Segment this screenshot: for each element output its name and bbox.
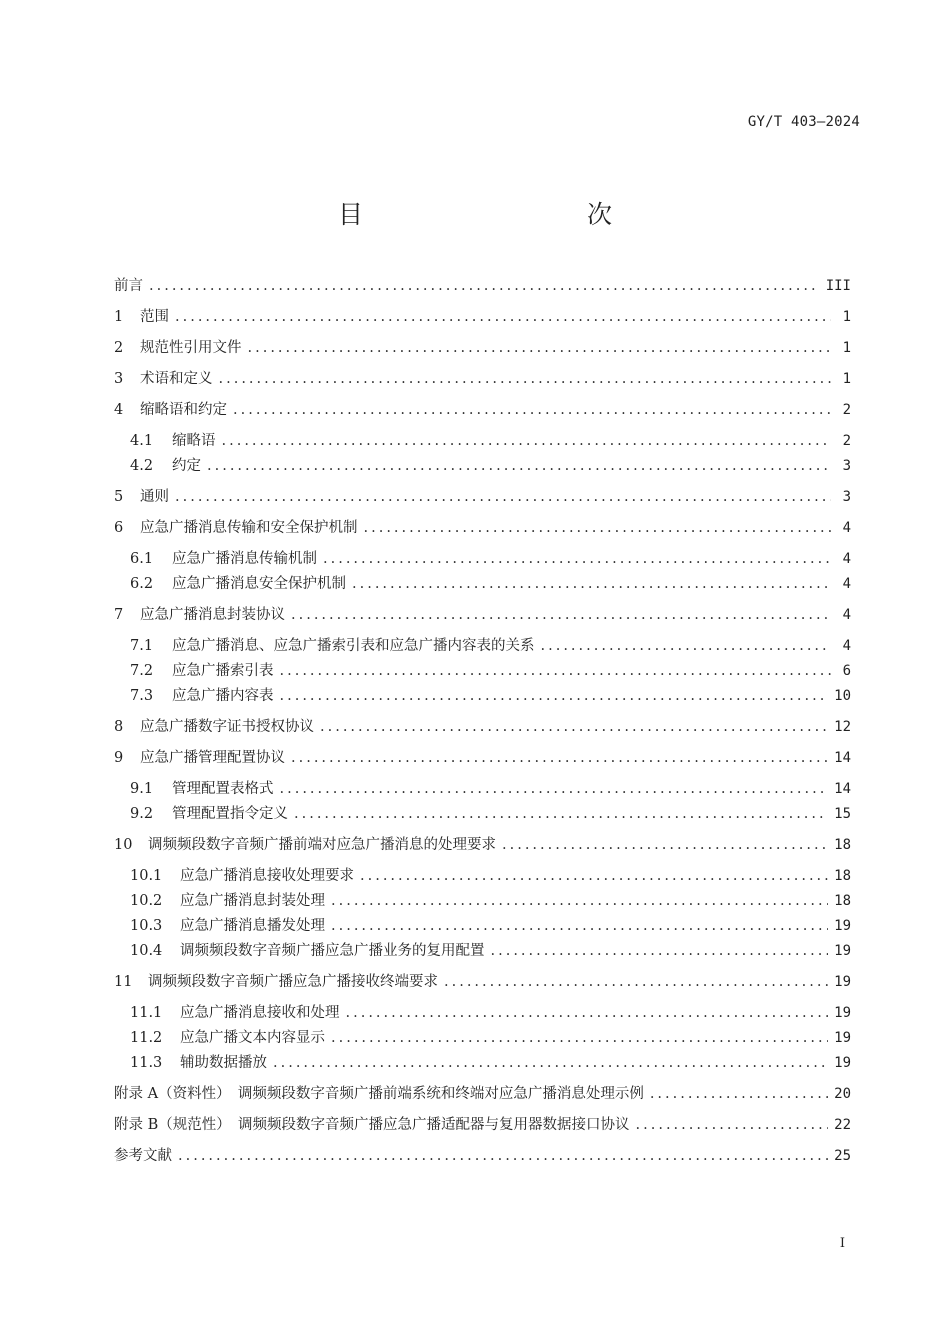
toc-entry-page: 1 <box>842 309 851 325</box>
toc-entry-label: 应急广播消息接收处理要求 <box>180 868 354 884</box>
toc-entry-label: 应急广播消息传输和安全保护机制 <box>140 520 358 536</box>
toc-entry-label: 通则 <box>140 489 169 505</box>
toc-entry-page: 4 <box>842 520 851 536</box>
toc-leader-dots <box>222 430 832 452</box>
document-number: GY/T 403—2024 <box>747 114 860 130</box>
toc-entry-page: 14 <box>834 750 851 766</box>
toc-entry-number: 9.1 <box>130 781 154 797</box>
toc-entry-label: 前言 <box>114 278 143 294</box>
toc-entry-page: 1 <box>842 371 851 387</box>
toc-entry-page: 14 <box>834 781 851 797</box>
toc-entry-label: 应急广播消息封装协议 <box>140 607 285 623</box>
toc-entry-label: 缩略语和约定 <box>140 402 227 418</box>
toc-entry-number: 10 <box>114 837 133 853</box>
toc-entry-number: 7.3 <box>130 688 154 704</box>
toc-entry-3[interactable] <box>114 368 851 390</box>
toc-entry-4-2[interactable] <box>130 455 851 477</box>
toc-entry-7-1[interactable] <box>130 635 851 657</box>
toc-leader-dots <box>280 660 832 682</box>
toc-entry-label: 附录 B（规范性） 调频频段数字音频广播应急广播适配器与复用器数据接口协议 <box>114 1117 630 1133</box>
toc-entry-page: 2 <box>842 433 851 449</box>
toc-entry-page: 18 <box>834 837 851 853</box>
toc-entry-11-1[interactable] <box>130 1002 851 1024</box>
toc-entry-4[interactable] <box>114 399 851 421</box>
toc-leader-dots <box>444 971 828 993</box>
toc-entry-9-2[interactable] <box>130 803 851 825</box>
toc-entry-number: 7 <box>114 607 124 623</box>
toc-entry-page: 22 <box>834 1117 851 1133</box>
toc-entry-page: 4 <box>842 638 851 654</box>
toc-entry-number: 1 <box>114 309 124 325</box>
toc-leader-dots <box>175 486 831 508</box>
toc-entry-label: 调频频段数字音频广播应急广播接收终端要求 <box>148 974 438 990</box>
toc-entry-number: 7.1 <box>130 638 154 654</box>
toc-entry-7-2[interactable] <box>130 660 851 682</box>
toc-entry-label: 规范性引用文件 <box>140 340 242 356</box>
toc-entry-number: 11.3 <box>130 1055 163 1071</box>
toc-entry-number: 3 <box>114 371 124 387</box>
toc-entry-number: 11 <box>114 974 133 990</box>
toc-entry-10-2[interactable] <box>130 890 851 912</box>
toc-entry-number: 5 <box>114 489 124 505</box>
toc-entry-6-2[interactable] <box>130 573 851 595</box>
toc-entry-8[interactable] <box>114 716 851 738</box>
toc-entry-10-1[interactable] <box>130 865 851 887</box>
toc-entry-label: 管理配置表格式 <box>172 781 274 797</box>
toc-leader-dots <box>294 803 828 825</box>
toc-entry-label: 应急广播数字证书授权协议 <box>140 719 314 735</box>
toc-entry-page: 19 <box>834 943 851 959</box>
toc-entry-number: 7.2 <box>130 663 154 679</box>
toc-entry-page: 15 <box>834 806 851 822</box>
toc-entry-label: 应急广播消息封装处理 <box>180 893 325 909</box>
toc-entry-foreword[interactable] <box>114 275 851 297</box>
toc-entry-label: 应急广播消息播发处理 <box>180 918 325 934</box>
toc-entry-9-1[interactable] <box>130 778 851 800</box>
toc-leader-dots <box>320 716 828 738</box>
toc-entry-page: 12 <box>834 719 851 735</box>
toc-entry-number: 4.1 <box>130 433 154 449</box>
toc-entry-label: 参考文献 <box>114 1148 172 1164</box>
toc-entry-7-3[interactable] <box>130 685 851 707</box>
toc-leader-dots <box>352 573 831 595</box>
toc-entry-label: 应急广播管理配置协议 <box>140 750 285 766</box>
toc-entry-page: 4 <box>842 576 851 592</box>
toc-entry-page: 19 <box>834 1055 851 1071</box>
toc-leader-dots <box>149 275 820 297</box>
toc-entry-page: 18 <box>834 893 851 909</box>
toc-leader-dots <box>360 865 828 887</box>
toc-entry-number: 6.2 <box>130 576 154 592</box>
toc-leader-dots <box>291 747 828 769</box>
toc-entry-9[interactable] <box>114 747 851 769</box>
toc-entry-page: 19 <box>834 918 851 934</box>
toc-entry-page: 19 <box>834 1005 851 1021</box>
toc-entry-page: 4 <box>842 551 851 567</box>
toc-entry-page: III <box>825 278 851 294</box>
toc-entry-number: 10.4 <box>130 943 163 959</box>
toc-entry-number: 11.1 <box>130 1005 163 1021</box>
toc-entry-annex-b[interactable] <box>114 1114 851 1136</box>
toc-entry-label: 应急广播消息、应急广播索引表和应急广播内容表的关系 <box>172 638 535 654</box>
toc-entry-page: 6 <box>842 663 851 679</box>
toc-entry-page: 25 <box>834 1148 851 1164</box>
toc-entry-number: 10.2 <box>130 893 163 909</box>
toc-entry-label: 应急广播索引表 <box>172 663 274 679</box>
toc-entry-11-3[interactable] <box>130 1052 851 1074</box>
toc-entry-11[interactable] <box>114 971 851 993</box>
toc-leader-dots <box>331 915 828 937</box>
toc-entry-annex-a[interactable] <box>114 1083 851 1105</box>
toc-entry-6-1[interactable] <box>130 548 851 570</box>
toc-entry-label: 应急广播文本内容显示 <box>180 1030 325 1046</box>
toc-entry-number: 4 <box>114 402 124 418</box>
toc-entry-4-1[interactable] <box>130 430 851 452</box>
toc-entry-page: 10 <box>834 688 851 704</box>
toc-entry-page: 19 <box>834 974 851 990</box>
toc-entry-page: 20 <box>834 1086 851 1102</box>
toc-leader-dots <box>491 940 829 962</box>
toc-leader-dots <box>364 517 832 539</box>
toc-leader-dots <box>280 778 829 800</box>
toc-leader-dots <box>541 635 832 657</box>
toc-entry-label: 应急广播消息传输机制 <box>172 551 317 567</box>
toc-entry-number: 6 <box>114 520 124 536</box>
toc-entry-number: 2 <box>114 340 124 356</box>
toc-leader-dots <box>331 1027 828 1049</box>
toc-entry-1[interactable] <box>114 306 851 328</box>
toc-leader-dots <box>323 548 831 570</box>
toc-entry-label: 应急广播消息安全保护机制 <box>172 576 346 592</box>
toc-leader-dots <box>331 890 828 912</box>
toc-leader-dots <box>346 1002 829 1024</box>
toc-entry-page: 18 <box>834 868 851 884</box>
toc-entry-10-4[interactable] <box>130 940 851 962</box>
toc-title: 目 次 <box>337 200 670 229</box>
toc-leader-dots <box>178 1145 828 1167</box>
toc-entry-number: 10.1 <box>130 868 163 884</box>
toc-entry-number: 4.2 <box>130 458 154 474</box>
toc-entry-6[interactable] <box>114 517 851 539</box>
toc-entry-label: 约定 <box>172 458 201 474</box>
toc-leader-dots <box>650 1083 828 1105</box>
toc-entry-number: 9 <box>114 750 124 766</box>
toc-entry-10-3[interactable] <box>130 915 851 937</box>
toc-entry-number: 11.2 <box>130 1030 163 1046</box>
toc-entry-number: 9.2 <box>130 806 154 822</box>
toc-entry-label: 术语和定义 <box>140 371 213 387</box>
toc-leader-dots <box>248 337 832 359</box>
toc-entry-10[interactable] <box>114 834 851 856</box>
toc-leader-dots <box>175 306 831 328</box>
toc-entry-page: 19 <box>834 1030 851 1046</box>
toc-leader-dots <box>273 1052 828 1074</box>
toc-leader-dots <box>636 1114 829 1136</box>
toc-leader-dots <box>233 399 831 421</box>
toc-entry-5[interactable] <box>114 486 851 508</box>
toc-entry-number: 10.3 <box>130 918 163 934</box>
toc-entry-page: 3 <box>842 489 851 505</box>
toc-entry-page: 2 <box>842 402 851 418</box>
toc-entry-7[interactable] <box>114 604 851 626</box>
toc-leader-dots <box>207 455 831 477</box>
toc-entry-number: 8 <box>114 719 124 735</box>
toc-entry-label: 范围 <box>140 309 169 325</box>
toc-entry-label: 管理配置指令定义 <box>172 806 288 822</box>
toc-entry-page: 3 <box>842 458 851 474</box>
toc-leader-dots <box>502 834 828 856</box>
toc-leader-dots <box>280 685 829 707</box>
toc-leader-dots <box>219 368 832 390</box>
toc-entry-label: 调频频段数字音频广播前端对应急广播消息的处理要求 <box>148 837 496 853</box>
toc-entry-label: 应急广播内容表 <box>172 688 274 704</box>
toc-entry-label: 调频频段数字音频广播应急广播业务的复用配置 <box>180 943 485 959</box>
toc-entry-label: 应急广播消息接收和处理 <box>180 1005 340 1021</box>
toc-entry-bibliography[interactable] <box>114 1145 851 1167</box>
toc-entry-page: 4 <box>842 607 851 623</box>
toc-entry-2[interactable] <box>114 337 851 359</box>
toc-entry-label: 辅助数据播放 <box>180 1055 267 1071</box>
toc-entry-number: 6.1 <box>130 551 154 567</box>
toc-entry-label: 缩略语 <box>172 433 216 449</box>
toc-entry-11-2[interactable] <box>130 1027 851 1049</box>
toc-entry-page: 1 <box>842 340 851 356</box>
page-number: I <box>839 1236 845 1251</box>
toc-leader-dots <box>291 604 831 626</box>
toc-entry-label: 附录 A（资料性） 调频频段数字音频广播前端系统和终端对应急广播消息处理示例 <box>114 1086 644 1102</box>
